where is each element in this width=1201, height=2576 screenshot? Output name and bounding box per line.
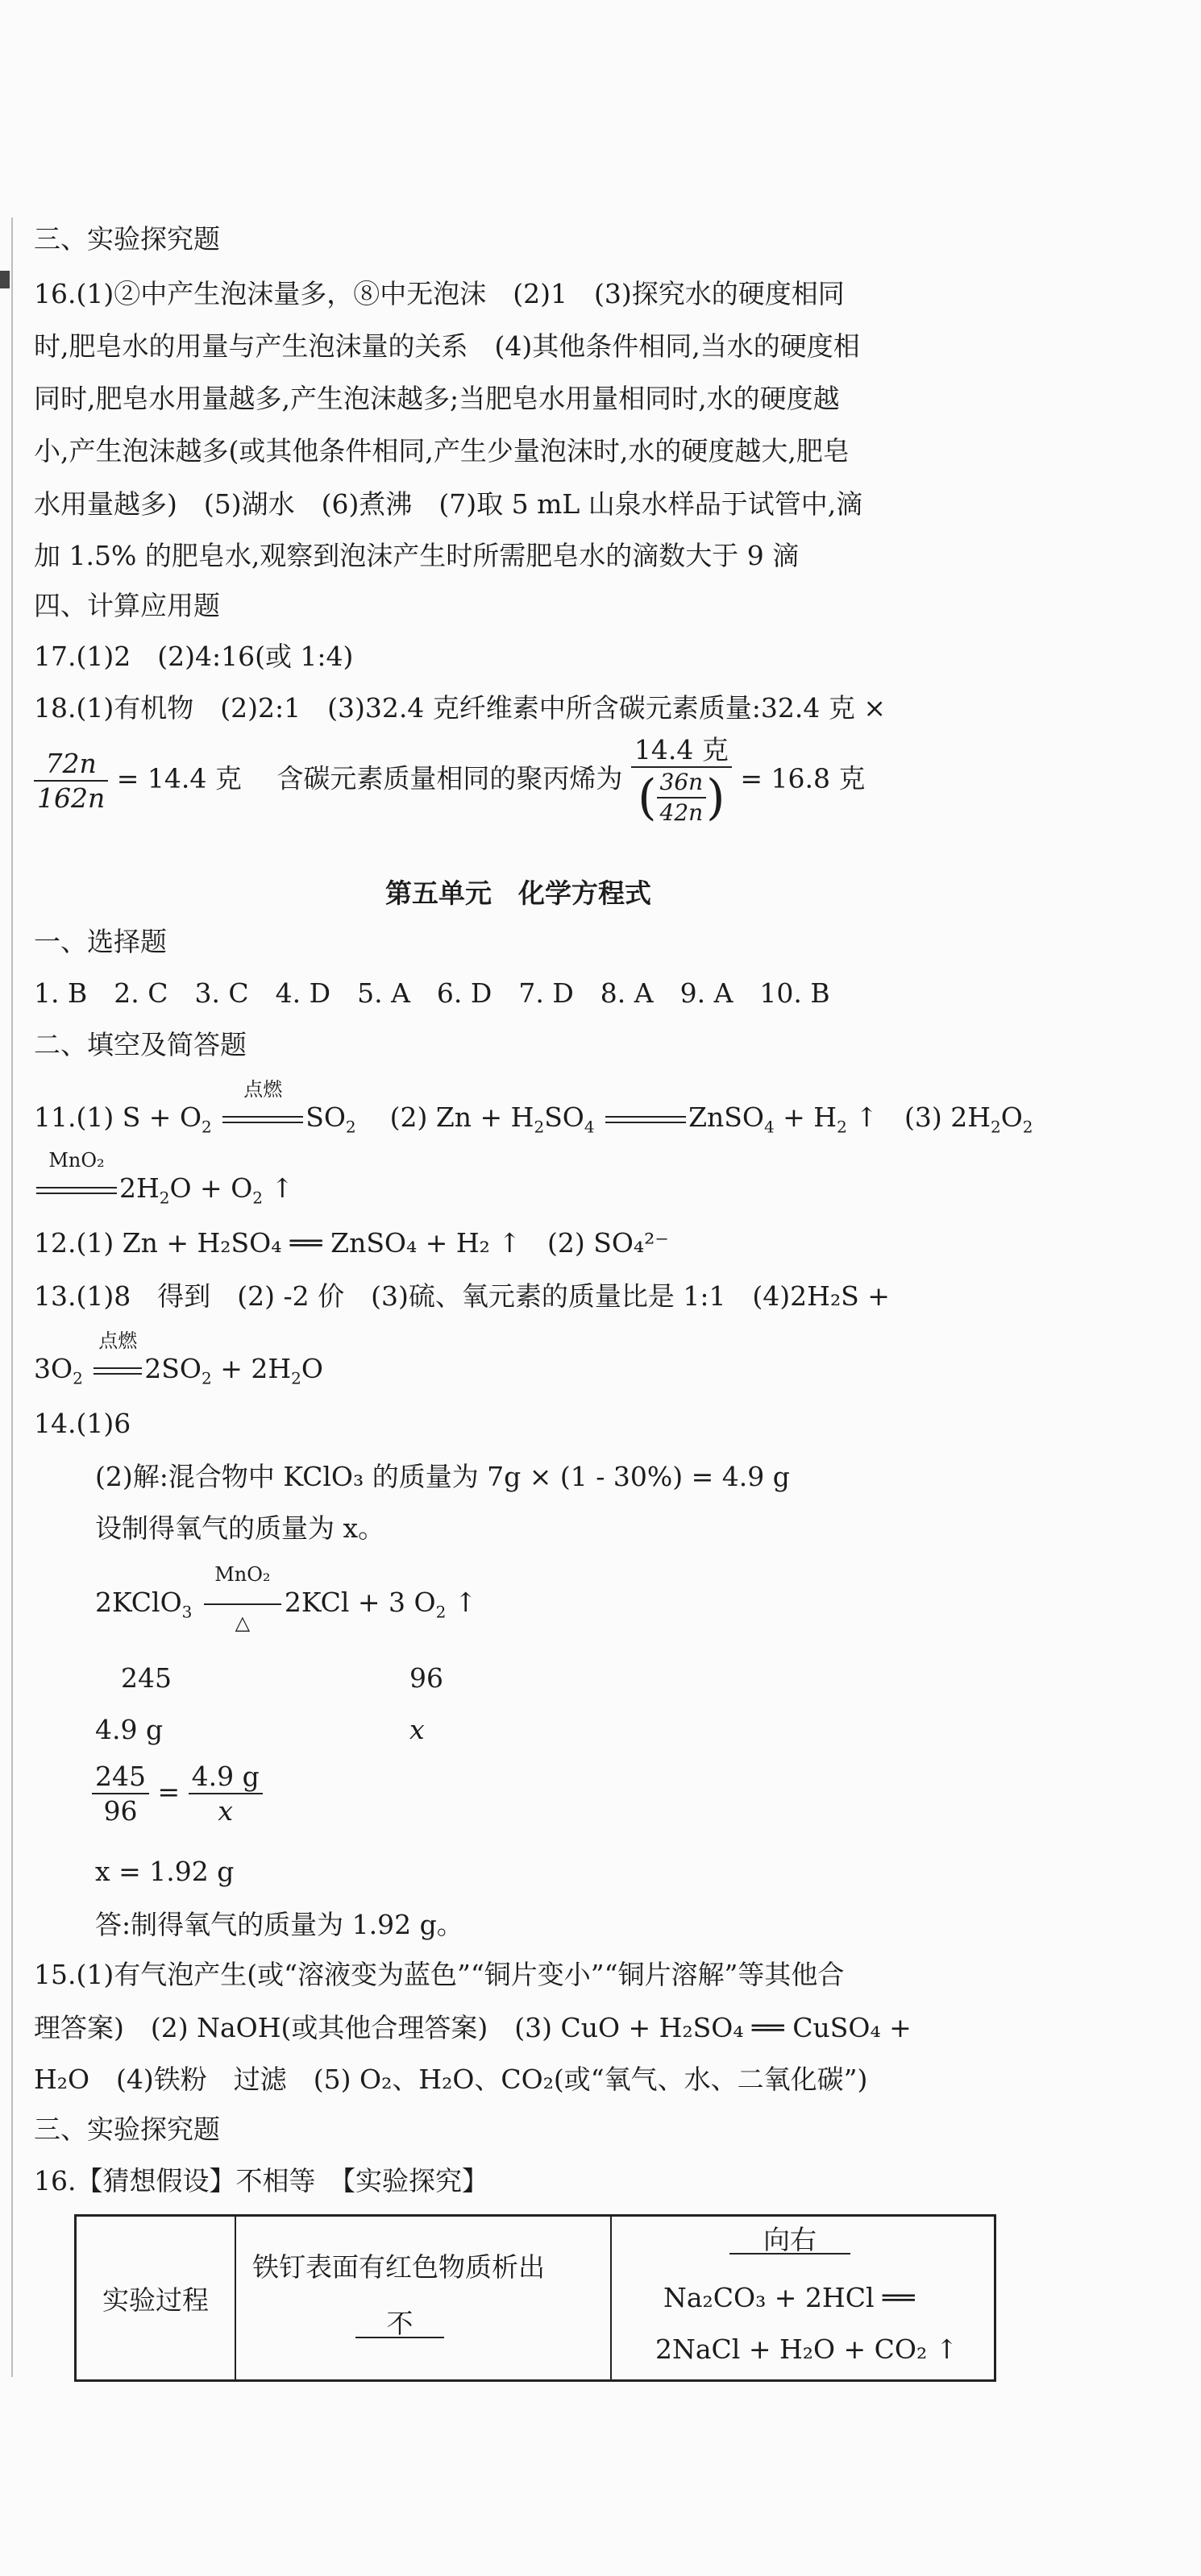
unit-title: 第五单元 化学方程式 <box>385 877 651 909</box>
q16-line-3: 同时,肥皂水用量越多,产生泡沫越多;当肥皂水用量相同时,水的硬度越 <box>34 383 840 414</box>
choice-answers: 1. B 2. C 3. C 4. D 5. A 6. D 7. D 8. A 9. A 10. B <box>34 977 830 1009</box>
q14-molar-mass-2: 96 <box>409 1662 443 1694</box>
section-title-calculation: 四、计算应用题 <box>34 590 220 621</box>
reaction-equals-sign <box>94 1367 142 1375</box>
q14-solution-line-1: (2)解:混合物中 KClO₃ 的质量为 7g × (1 - 30%) = 4.9 g <box>95 1461 790 1492</box>
reaction-equals-sign <box>605 1116 686 1123</box>
table-reaction-cell: 向右 Na₂CO₃ + 2HCl ══ 2NaCl + H₂O + CO₂ ↑ <box>655 2224 958 2365</box>
q14-value-1: 4.9 g <box>95 1714 164 1745</box>
section-title-experiment: 三、实验探究题 <box>34 223 220 255</box>
q16-hypothesis: 16.【猜想假设】不相等 【实验探究】 <box>34 2165 488 2196</box>
q16-line-6: 加 1.5% 的肥皂水,观察到泡沫产生时所需肥皂水的滴数大于 9 滴 <box>34 540 800 571</box>
q18-line-2: $\frac{72n}{162n}$ = 14.4 克 含碳元素质量相同的聚丙烯为 14.4 克 ( $\frac{36n}{42n}$ ) = 16.8 克 <box>34 736 865 824</box>
page-margin-line <box>11 218 13 2377</box>
q14-result: x = 1.92 g <box>95 1856 235 1887</box>
section-title-choice: 一、选择题 <box>34 926 167 957</box>
q18-line-1: 18.(1)有机物 (2)2:1 (3)32.4 克纤维素中所含碳元素质量:32.4 克 × <box>34 692 887 724</box>
section-title-experiment-2: 三、实验探究题 <box>34 2113 220 2145</box>
table-observation-cell: 铁钉表面有红色物质析出 不 <box>235 2217 612 2379</box>
q14-equation: 2KClO$_3$ MnO₂ △ 2KCl + 3 $O_2$ ↑ <box>95 1563 477 1634</box>
q16-line-4: 小,产生泡沫越多(或其他条件相同,产生少量泡沫时,水的硬度越大,肥皂 <box>34 435 850 467</box>
q16-line-1: 16.(1)②中产生泡沫量多，⑧中无泡沫 (2)1 (3)探究水的硬度相同 <box>34 278 845 309</box>
q17-answer: 17.(1)2 (2)4:16(或 1:4) <box>34 641 354 672</box>
fill-blank: 向右 <box>729 2226 850 2255</box>
q18-fraction-2: 14.4 克 ( $\frac{36n}{42n}$ ) <box>631 736 732 824</box>
q14-proportion: $\frac{245}{96}$ = $\frac{4.9 g}{x}$ <box>92 1763 263 1824</box>
reaction-arrow-line <box>204 1603 281 1605</box>
q15-line-2: 理答案) (2) NaOH(或其他合理答案) (3) CuO + H₂SO₄ ══ CuSO₄ + <box>34 2012 912 2043</box>
q14-part1: 14.(1)6 <box>34 1408 131 1439</box>
q16-line-5: 水用量越多) (5)湖水 (6)煮沸 (7)取 5 mL 山泉水样品于试管中,滴 <box>34 488 863 520</box>
q15-line-3: H₂O (4)铁粉 过滤 (5) O₂、H₂O、CO₂(或“氧气、水、二氧化碳”) <box>34 2064 868 2095</box>
q13-line-2: $3O_2$ 点燃 $2SO_2 + 2H_2O$ <box>34 1329 323 1388</box>
q14-solution-line-2: 设制得氧气的质量为 x。 <box>95 1512 385 1544</box>
q18-fraction-1: $\frac{72n}{162n}$ <box>34 750 108 811</box>
q11-line-2: MnO₂ $2H_2O + O_2$ ↑ <box>34 1175 293 1201</box>
q13-line-1: 13.(1)8 得到 (2) -2 价 (3)硫、氧元素的质量比是 1:1 (4)2H₂S + <box>34 1280 890 1312</box>
q12-answer: 12.(1) Zn + H₂SO₄ ══ ZnSO₄ + H₂ ↑ (2) SO₄²⁻ <box>34 1227 669 1259</box>
q14-molar-mass-1: 245 <box>121 1662 172 1694</box>
q14-answer: 答:制得氧气的质量为 1.92 g。 <box>95 1909 463 1940</box>
q11-line-1: 11.(1) $S + O_2$ 点燃 $SO_2$ (2) $Zn + H_2SO_4$ ZnSO$_4$ + $H_2$ ↑ (3) $2H_2O_2$ <box>34 1078 1033 1137</box>
q14-value-2: x <box>409 1714 425 1745</box>
margin-mark <box>0 271 10 288</box>
q15-line-1: 15.(1)有气泡产生(或“溶液变为蓝色”“铜片变小”“铜片溶解”等其他合 <box>34 1959 845 1990</box>
experiment-table <box>74 2214 996 2382</box>
section-title-fill: 二、填空及简答题 <box>34 1029 247 1060</box>
reaction-equals-sign <box>222 1116 303 1123</box>
q16-line-2: 时,肥皂水的用量与产生泡沫量的关系 (4)其他条件相同,当水的硬度相 <box>34 330 860 362</box>
table-header-cell: 实验过程 <box>77 2217 236 2379</box>
reaction-equals-sign <box>36 1187 117 1194</box>
fill-blank: 不 <box>355 2310 444 2338</box>
